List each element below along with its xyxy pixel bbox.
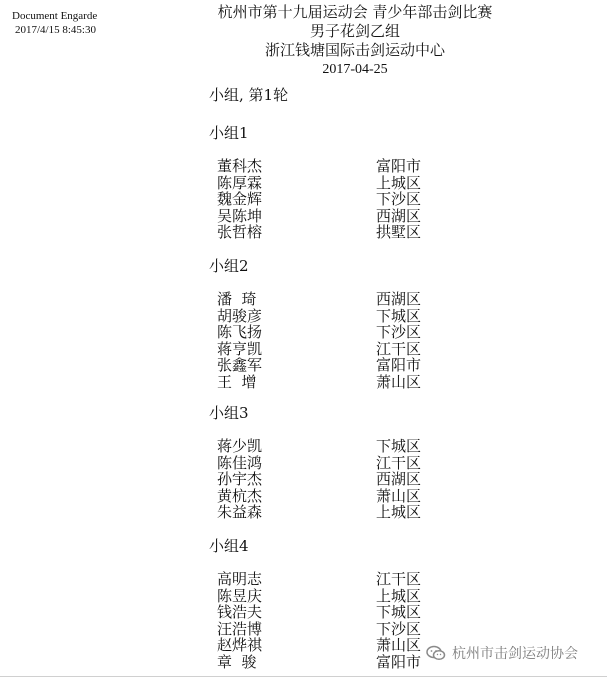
pool-3 (209, 404, 589, 521)
fencer-name: 王 增 (217, 372, 257, 391)
fencer-name: 赵烨祺 (217, 636, 263, 654)
fencer-club: 江干区 (376, 570, 422, 588)
fencer-row (209, 571, 589, 588)
fencer-club: 萧山区 (376, 372, 422, 391)
fencer-name: 张哲榕 (217, 223, 263, 241)
fencer-name: 蒋亨凯 (217, 339, 263, 358)
fencer-row (209, 471, 589, 488)
pool-title: 小组1 (209, 124, 249, 142)
fencer-row (209, 621, 589, 638)
watermark (426, 642, 578, 664)
print-timestamp: 2017/4/15 8:45:30 (15, 24, 96, 36)
fencer-name: 潘 琦 (217, 290, 257, 308)
venue-name: 浙江钱塘国际击剑运动中心 (264, 41, 445, 59)
event-date: 2017-04-25 (322, 62, 388, 77)
fencer-row (209, 158, 589, 175)
document-header (200, 3, 510, 79)
fencer-name: 董科杰 (217, 157, 263, 175)
fencer-name: 魏金辉 (217, 190, 263, 208)
fencer-row (209, 291, 589, 308)
competition-title: 杭州市第十九届运动会 青少年部击剑比赛 (217, 3, 493, 21)
fencer-club: 萧山区 (376, 636, 422, 654)
pool-2 (209, 257, 589, 390)
fencer-row (209, 588, 589, 605)
fencer-row (209, 488, 589, 505)
pool-title: 小组4 (209, 537, 249, 555)
fencer-row (209, 357, 589, 374)
fencer-name: 孙宇杰 (217, 470, 263, 488)
fencer-name: 章 骏 (217, 652, 257, 671)
fencer-list (209, 291, 589, 390)
fencer-club: 下沙区 (376, 190, 422, 208)
fencer-row (209, 308, 589, 325)
watermark-text: 杭州市击剑运动协会 (452, 646, 578, 662)
fencer-club: 上城区 (376, 586, 422, 605)
fencer-list (209, 438, 589, 521)
fencer-name: 胡骏彦 (217, 306, 263, 325)
fencer-club: 萧山区 (376, 486, 422, 505)
fencer-club: 西湖区 (376, 470, 422, 488)
fencer-club: 江干区 (376, 453, 422, 472)
fencer-club: 富阳市 (376, 356, 422, 374)
fencer-row (209, 374, 589, 391)
fencer-club: 西湖区 (376, 290, 422, 308)
fencer-row (209, 208, 589, 225)
fencer-name: 钱浩夫 (217, 603, 263, 621)
print-meta (12, 9, 142, 37)
pool-1 (209, 124, 589, 241)
event-name: 男子花剑乙组 (309, 22, 400, 40)
fencer-row (209, 324, 589, 341)
fencer-club: 上城区 (376, 173, 422, 192)
pool-title: 小组2 (209, 257, 249, 275)
fencer-list (209, 158, 589, 241)
fencer-club: 下沙区 (376, 323, 422, 341)
fencer-club: 下沙区 (376, 619, 422, 638)
fencer-club: 下城区 (376, 306, 422, 325)
fencer-name: 陈佳鸿 (217, 453, 263, 472)
fencer-club: 富阳市 (376, 652, 422, 671)
round-title: 小组, 第1轮 (209, 86, 289, 104)
fencer-name: 蒋少凯 (217, 437, 263, 455)
fencer-row (209, 191, 589, 208)
fencer-name: 张鑫军 (217, 356, 263, 374)
fencer-name: 朱益森 (217, 503, 263, 521)
fencer-row (209, 438, 589, 455)
page-bottom-edge (0, 676, 607, 677)
fencer-club: 拱墅区 (376, 223, 422, 241)
fencer-row (209, 341, 589, 358)
fencer-name: 黄杭杰 (217, 486, 263, 505)
fencer-row (209, 175, 589, 192)
pool-title: 小组3 (209, 404, 249, 422)
fencer-row (209, 604, 589, 621)
fencer-name: 陈飞扬 (217, 323, 263, 341)
fencer-name: 吴陈坤 (217, 206, 263, 225)
fencer-club: 江干区 (376, 339, 422, 358)
fencer-name: 高明志 (217, 570, 263, 588)
fencer-row (209, 504, 589, 521)
software-name: Document Engarde (12, 10, 98, 22)
fencer-name: 陈厚霖 (217, 173, 263, 192)
wechat-icon (426, 645, 446, 661)
fencer-name: 汪浩博 (217, 619, 263, 638)
fencer-row (209, 455, 589, 472)
fencer-name: 陈昱庆 (217, 586, 263, 605)
fencer-club: 西湖区 (376, 206, 422, 225)
fencer-club: 下城区 (376, 603, 422, 621)
fencer-row (209, 224, 589, 241)
fencer-club: 下城区 (376, 437, 422, 455)
fencer-club: 上城区 (376, 503, 422, 521)
fencer-club: 富阳市 (376, 157, 422, 175)
